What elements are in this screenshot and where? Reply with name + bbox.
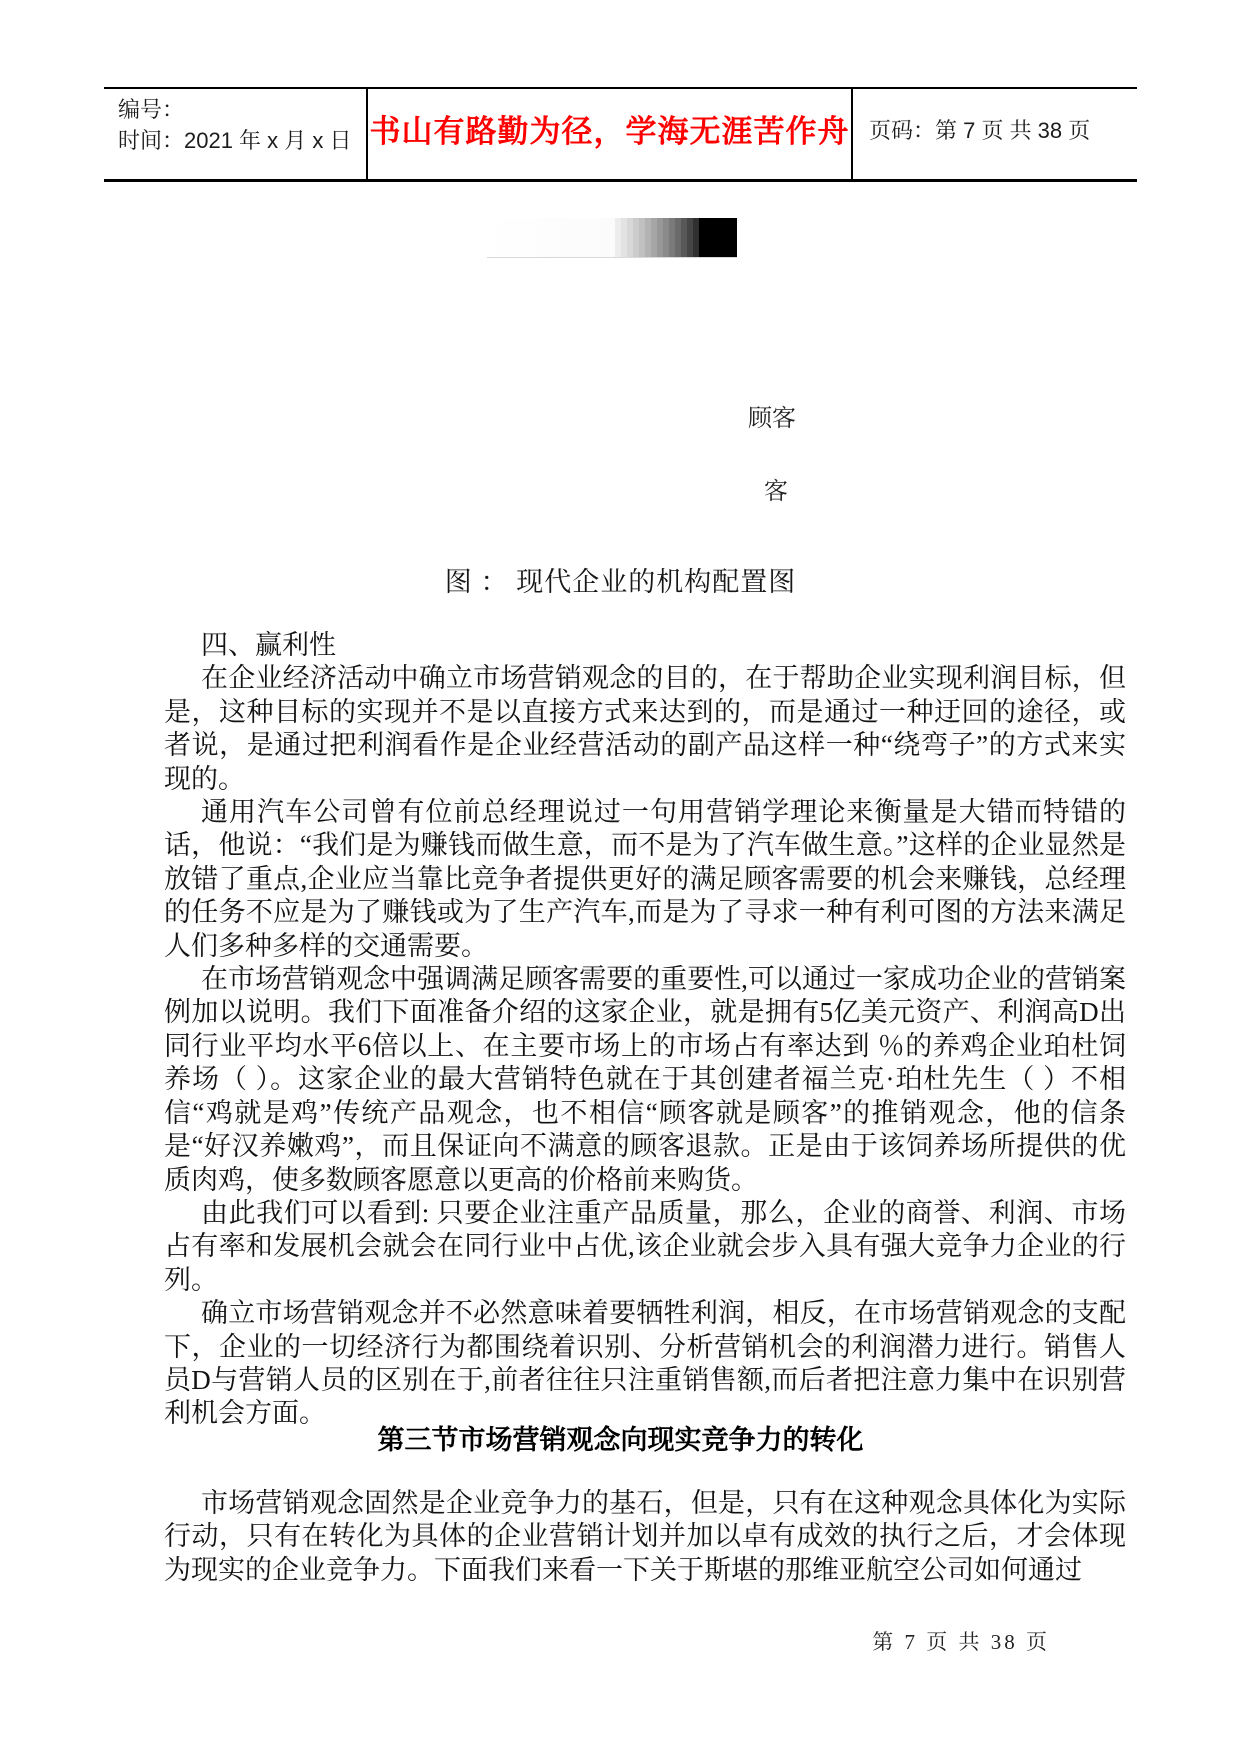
section3-heading: 第三节市场营销观念向现实竞争力的转化 [377, 1425, 864, 1455]
header-slogan-text: 书山有路勤为径，学海无涯苦作舟 [369, 113, 850, 149]
figure-caption: 图 ： 现代企业的机构配置图 [444, 567, 797, 597]
body-paragraph: 在市场营销观念中强调满足顾客需要的重要性,可以通过一家成功企业的营销案例加以说明。我们下面准备介绍的这家企业，就是拥有5亿美元资产、利润高D出同行业平均水平6倍以上、在主要市场上的市场占有率达到 ％的养鸡企业珀杜饲养场（ ）。这家企业的最大营销特色就在于其创建者福兰克·珀杜先生（ ）不相信“鸡就是鸡”传统产品观念，也不相信“顾客就是顾客”的推销观念，他的信条是“好汉养嫩鸡”，而且保证向不满意的顾客退款。正是由于该饲养场所提供的优质肉鸡，使多数顾客愿意以更高的价格前来购货。 [164, 964, 1126, 1195]
header-number-label: 编号： [118, 97, 185, 122]
diagram-node-label: 客 [764, 479, 788, 505]
header-page-cell [853, 89, 1137, 179]
body-paragraph: 由此我们可以看到: 只要企业注重产品质量，那么，企业的商誉、利润、市场占有率和发展机会就会在同行业中占优,该企业就会步入具有强大竞争力企业的行列。 [164, 1197, 1126, 1295]
header-date-label: 时间：2021 年 x 月 x 日 [118, 128, 352, 153]
body-paragraph: 确立市场营销观念并不必然意味着要牺牲利润，相反，在市场营销观念的支配下，企业的一切经济行为都围绕着识别、分析营销机会的利润潜力进行。销售人员D与营销人员的区别在于,前者往往只注重销售额,而后者把注意力集中在识别营利机会方面。 [164, 1298, 1126, 1429]
header-page-label: 页码：第 7 页 共 38 页 [869, 117, 1091, 143]
body-paragraph: 在企业经济活动中确立市场营销观念的目的，在于帮助企业实现利润目标，但是，这种目标的实现并不是以直接方式来达到的，而是通过一种迂回的途径，或者说，是通过把利润看作是企业经营活动的副产品这样一种“绕弯子”的方式来实现的。 [164, 663, 1126, 794]
page-footer: 第 7 页 共 38 页 [872, 1630, 1050, 1654]
header-meta-cell [104, 89, 368, 179]
closing-body [164, 1487, 1126, 1587]
gradient-strip-image [487, 218, 737, 258]
header-table [104, 87, 1137, 182]
document-body [164, 629, 1126, 1431]
section-heading: 四、赢利性 [201, 630, 336, 660]
body-paragraph: 市场营销观念固然是企业竞争力的基石，但是，只有在这种观念具体化为实际行动，只有在转化为具体的企业营销计划并加以卓有成效的执行之后，才会体现为现实的企业竞争力。下面我们来看一下关于斯堪的那维亚航空公司如何通过 [164, 1488, 1126, 1585]
body-paragraph: 通用汽车公司曾有位前总经理说过一句用营销学理论来衡量是大错而特错的话，他说：“我们是为赚钱而做生意，而不是为了汽车做生意。”这样的企业显然是放错了重点,企业应当靠比竞争者提供更好的满足顾客需要的机会来赚钱，总经理的任务不应是为了赚钱或为了生产汽车,而是为了寻求一种有利可图的方法来满足人们多种多样的交通需要。 [164, 797, 1126, 961]
header-slogan-cell [368, 89, 853, 179]
diagram-node-label: 顾客 [748, 406, 796, 432]
